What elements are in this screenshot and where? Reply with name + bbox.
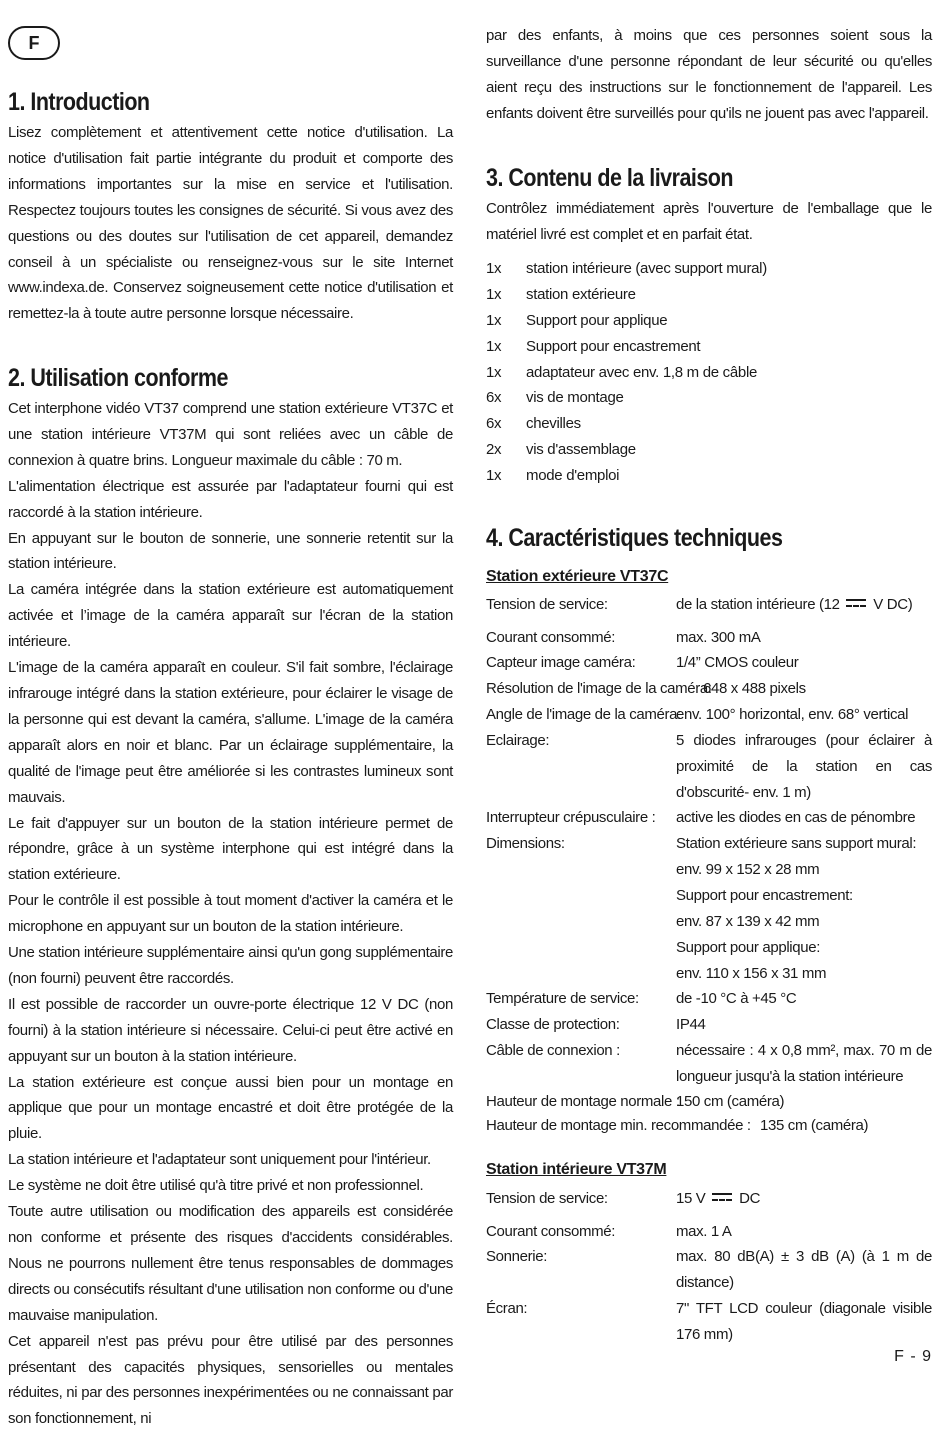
s2-para-5: L'image de la caméra apparaît en couleur. S'il fait sombre, l'éclairage infrarouge intégré dans la station extérieure, pour éclairer le visage de la personne qui est devant la caméra, s'allume. L'image de la caméra apparaît alors en noir et blanc. Par un éclairage supplémentaire, la qualité de l'image peut être améliorée si les contrastes lumineux sont mauvais. bbox=[8, 659, 453, 806]
section-2-body bbox=[8, 396, 453, 1432]
s2-para-10: La station extérieure est conçue aussi bien pour un montage en applique que pour un montage encastré et doit être protégée de la pluie. bbox=[8, 1073, 453, 1143]
spec-value: 15 V DC bbox=[676, 1190, 761, 1207]
s2-para-14: Cet appareil n'est pas prévu pour être utilisé par des personnes présentant des capacités physiques, sensorielles ou mentales réduites, ni par des personnes inexpérimentées ou ne connaissant par son fonctionnement, ni bbox=[8, 1332, 453, 1428]
spec-value: 150 cm (caméra) bbox=[676, 1093, 785, 1110]
spec-value: de -10 °C à +45 °C bbox=[676, 990, 797, 1007]
delivery-list bbox=[486, 256, 767, 489]
s2-para-11: La station intérieure et l'adaptateur sont uniquement pour l'intérieur. bbox=[8, 1151, 431, 1169]
spec-key: Capteur image caméra: bbox=[486, 654, 636, 671]
spec-value: 648 x 488 pixels bbox=[703, 680, 806, 697]
section-2-title: 2. Utilisation conforme bbox=[8, 364, 228, 392]
list-item: 1x station extérieure bbox=[486, 285, 636, 303]
list-item: 6x chevilles bbox=[486, 415, 581, 433]
list-item: 1x Support pour applique bbox=[486, 311, 668, 329]
dc-symbol-icon bbox=[712, 1193, 732, 1205]
spec-value: max. 80 dB(A) ± 3 dB (A) (à 1 m de distance) bbox=[676, 1248, 932, 1291]
section-4-title: 4. Caractéristiques techniques bbox=[486, 524, 783, 552]
outdoor-station-heading: Station extérieure VT37C bbox=[486, 568, 669, 585]
s2-para-4: La caméra intégrée dans la station extérieure est automatiquement activée et l’image de la caméra apparaît sur l'écran de la station intérieure. bbox=[8, 581, 453, 651]
spec-key: Dimensions: bbox=[486, 835, 565, 852]
dc-symbol-icon bbox=[846, 599, 866, 611]
list-item: 1x mode d'emploi bbox=[486, 467, 620, 485]
spec-key: Courant consommé: bbox=[486, 1223, 616, 1240]
outdoor-spec-table bbox=[486, 592, 932, 1112]
section-1-text: Lisez complètement et attentivement cette notice d'utilisation. La notice d'utilisation fait partie intégrante du produit et comporte des informations importantes sur la mise en service et l'utilisation. Respectez toujours toutes les consignes de sécurité. Si vous avez des questions ou des doutes sur l'utilisation de cet appareil, demandez conseil à un spécialiste ou renseignez-vous sur le site Internet www.indexa.de. Conservez soigneusement cette notice d'utilisation et remettez-la à toute autre personne lorsque nécessaire. bbox=[8, 124, 453, 323]
s2-para-3: En appuyant sur le bouton de sonnerie, une sonnerie retentit sur la station intérieure. bbox=[8, 529, 453, 573]
spec-value: max. 300 mA bbox=[676, 629, 761, 646]
list-item: 2x vis d'assemblage bbox=[486, 441, 636, 459]
section-3-text: Contrôlez immédiatement après l'ouverture de l'emballage que le matériel livré est complet et en parfait état. bbox=[486, 200, 932, 243]
indoor-spec-table bbox=[486, 1186, 932, 1346]
list-item: 1x station intérieure (avec support mural) bbox=[486, 260, 767, 277]
s2-para-9: Il est possible de raccorder un ouvre-porte électrique 12 V DC (non fourni) à la station intérieure si nécessaire. Celui-ci peut être activé en appuyant sur un bouton à la station intérieure. bbox=[8, 995, 453, 1065]
spec-key: Hauteur de montage normale : bbox=[486, 1093, 680, 1110]
section-1-title: 1. Introduction bbox=[8, 88, 150, 116]
s2-para-2: L'alimentation électrique est assurée par l'adaptateur fourni qui est raccordé à la station intérieure. bbox=[8, 477, 453, 521]
spec-key: Angle de l'image de la caméra: bbox=[486, 706, 681, 723]
spec-key: Eclairage: bbox=[486, 732, 550, 749]
spec-value: IP44 bbox=[676, 1016, 706, 1033]
spec-key: Câble de connexion : bbox=[486, 1042, 620, 1059]
spec-key: Résolution de l'image de la caméra: bbox=[486, 680, 712, 697]
list-item: 6x vis de montage bbox=[486, 389, 624, 407]
spec-value: 5 diodes infrarouges (pour éclairer à proximité de la station en cas d'obscurité- env. 1 m) bbox=[676, 732, 932, 801]
spec-value: active les diodes en cas de pénombre bbox=[676, 809, 916, 826]
section-2-continuation: par des enfants, à moins que ces personnes soient sous la surveillance d'une personne répondant de leur sécurité ou qu'elles aient reçu des instructions sur le fonctionnement de l'appareil. Les enfants doivent être surveillés pour qu'ils ne jouent pas avec l'appareil. bbox=[486, 27, 932, 122]
spec-key: Courant consommé: bbox=[486, 629, 616, 646]
indoor-station-heading: Station intérieure VT37M bbox=[486, 1161, 667, 1178]
section-3-title: 3. Contenu de la livraison bbox=[486, 164, 734, 192]
spec-value: 135 cm (caméra) bbox=[760, 1117, 869, 1134]
s2-para-1: Cet interphone vidéo VT37 comprend une station extérieure VT37C et une station intérieure VT37M qui sont reliées avec un câble de connexion à quatre brins. Longueur maximale du câble : 70 m. bbox=[8, 400, 453, 469]
s2-para-6: Le fait d'appuyer sur un bouton de la station intérieure permet de répondre, grâce à un système interphone qui est intégré dans la station extérieure. bbox=[8, 814, 453, 884]
list-item: 1x Support pour encastrement bbox=[486, 337, 701, 355]
spec-value-dimensions: Station extérieure sans support mural: env. 99 x 152 x 28 mm Support pour encastrement: env. 87 x 139 x 42 mm Support pour applique: env. 110 x 156 x 31 mm bbox=[676, 835, 917, 982]
spec-key: Tension de service: bbox=[486, 596, 608, 613]
spec-value: 7" TFT LCD couleur (diagonale visible 176 mm) bbox=[676, 1300, 932, 1343]
spec-value: env. 100° horizontal, env. 68° vertical bbox=[676, 706, 909, 723]
page-number: F - 9 bbox=[894, 1348, 932, 1365]
spec-key: Écran: bbox=[486, 1300, 528, 1317]
spec-key: Température de service: bbox=[486, 990, 639, 1007]
spec-key: Hauteur de montage min. recommandée : bbox=[486, 1117, 751, 1134]
spec-value: max. 1 A bbox=[676, 1223, 732, 1240]
s2-para-13: Toute autre utilisation ou modification des appareils est considérée non conforme et présente des risques d'accidents considérables. Nous ne pourrons nullement être tenus responsables de dommages directs ou consécutifs résultant d'une utilisation non conforme ou d'une mauvaise manipulation. bbox=[8, 1203, 453, 1324]
spec-key: Sonnerie: bbox=[486, 1248, 548, 1265]
s2-para-8: Une station intérieure supplémentaire ainsi qu'un gong supplémentaire (non fourni) peuvent être raccordés. bbox=[8, 944, 453, 987]
spec-value: 1/4” CMOS couleur bbox=[676, 654, 799, 671]
mounting-min-row bbox=[486, 1113, 932, 1139]
spec-value: nécessaire : 4 x 0,8 mm², max. 70 m de longueur jusqu'à la station intérieure bbox=[676, 1042, 932, 1085]
list-item: 1x adaptateur avec env. 1,8 m de câble bbox=[486, 363, 758, 381]
language-badge: F bbox=[8, 26, 60, 60]
s2-para-12: Le système ne doit être utilisé qu'à titre privé et non professionnel. bbox=[8, 1177, 424, 1195]
spec-key: Interrupteur crépusculaire : bbox=[486, 809, 656, 826]
spec-value: de la station intérieure (12 V DC) bbox=[676, 596, 913, 613]
spec-key: Classe de protection: bbox=[486, 1016, 620, 1033]
spec-key: Tension de service: bbox=[486, 1190, 608, 1207]
s2-para-7: Pour le contrôle il est possible à tout moment d'activer la caméra et le microphone en appuyant sur un bouton de la station intérieure. bbox=[8, 892, 453, 936]
